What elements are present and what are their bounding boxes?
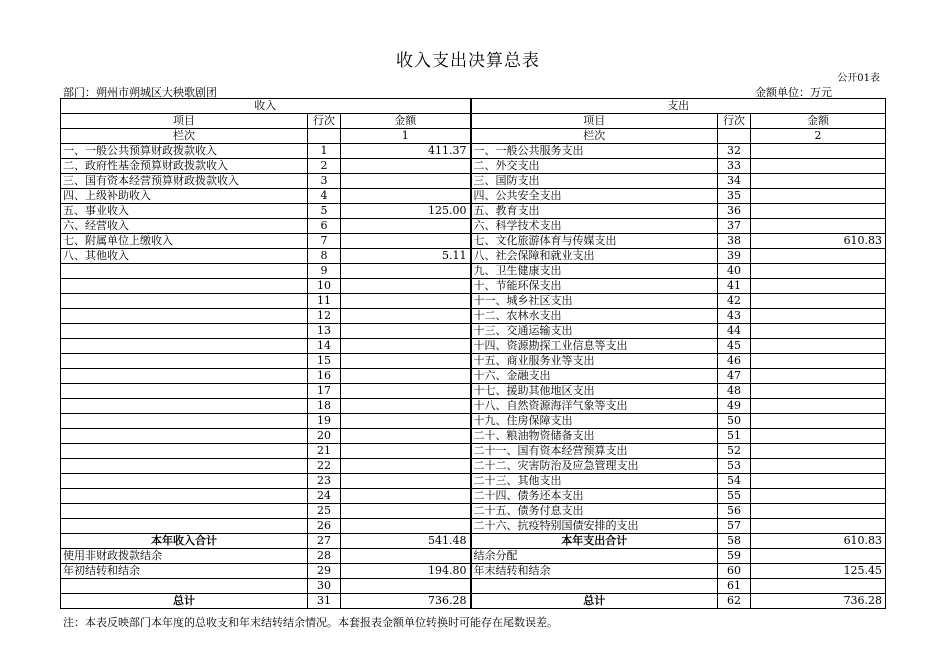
income-item-cell: 六、经营收入 [61,219,308,234]
expense-line-no-cell: 53 [718,459,751,474]
amount-unit-label: 金额单位：万元 [755,86,832,99]
expense-line-no-cell: 52 [718,444,751,459]
expense-item-cell: 十八、自然资源海洋气象等支出 [471,399,718,414]
income-amount-cell [341,324,471,339]
income-line-no-cell: 15 [308,354,341,369]
income-item-cell [61,504,308,519]
table-row [61,519,886,534]
income-amount-cell: 5.11 [341,249,471,264]
expense-item-cell: 五、教育支出 [471,204,718,219]
expense-section-header: 支出 [471,99,886,114]
expense-line-no-cell: 51 [718,429,751,444]
expense-amount-cell [751,189,886,204]
table-row [61,324,886,339]
table-row [61,264,886,279]
expense-line-no-cell: 58 [718,534,751,549]
expense-amount-cell [751,369,886,384]
income-amount-cell [341,579,471,594]
income-amount-cell [341,219,471,234]
expense-item-cell: 一、一般公共服务支出 [471,144,718,159]
table-row [61,429,886,444]
expense-amount-cell [751,549,886,564]
table-row [61,144,886,159]
income-line-no-header: 行次 [308,114,341,129]
income-item-cell [61,309,308,324]
income-line-no-cell: 23 [308,474,341,489]
income-amount-cell [341,159,471,174]
expense-line-no-cell: 40 [718,264,751,279]
expense-amount-cell [751,399,886,414]
income-amount-cell: 411.37 [341,144,471,159]
income-item-cell: 本年收入合计 [61,534,308,549]
expense-amount-cell [751,519,886,534]
expense-item-cell [471,579,718,594]
income-amount-cell [341,174,471,189]
table-row [61,549,886,564]
table-row [61,234,886,249]
income-amount-cell [341,489,471,504]
income-amount-cell [341,189,471,204]
expense-item-cell: 四、公共安全支出 [471,189,718,204]
income-amount-cell: 194.80 [341,564,471,579]
expense-line-no-cell: 38 [718,234,751,249]
income-item-cell [61,519,308,534]
table-row [61,489,886,504]
form-code: 公开01表 [837,73,880,84]
expense-line-no-cell: 56 [718,504,751,519]
income-item-cell: 七、附属单位上缴收入 [61,234,308,249]
table-row [61,279,886,294]
expense-amount-cell [751,354,886,369]
income-line-no-cell: 30 [308,579,341,594]
expense-line-no-cell: 49 [718,399,751,414]
income-line-no-cell: 10 [308,279,341,294]
expense-amount-cell [751,144,886,159]
expense-item-cell: 八、社会保障和就业支出 [471,249,718,264]
expense-line-no-cell: 61 [718,579,751,594]
table-row [61,459,886,474]
income-item-cell: 四、上级补助收入 [61,189,308,204]
expense-item-cell: 十五、商业服务业等支出 [471,354,718,369]
income-item-header: 项目 [61,114,308,129]
income-amount-cell [341,279,471,294]
expense-amount-cell [751,504,886,519]
expense-line-no-header: 行次 [718,114,751,129]
expense-line-no-cell: 32 [718,144,751,159]
table-row [61,504,886,519]
expense-line-no-cell: 50 [718,414,751,429]
income-amount-cell [341,504,471,519]
income-line-no-cell: 25 [308,504,341,519]
table-row [61,384,886,399]
expense-line-no-cell: 36 [718,204,751,219]
expense-line-no-cell: 48 [718,384,751,399]
expense-amount-cell [751,309,886,324]
table-row [61,159,886,174]
table-row [61,354,886,369]
income-amount-cell: 736.28 [341,594,471,609]
expense-column-index: 2 [751,129,886,144]
expense-item-cell: 二十五、债务付息支出 [471,504,718,519]
income-line-no-cell: 29 [308,564,341,579]
income-line-no-cell: 2 [308,159,341,174]
income-line-no-cell: 1 [308,144,341,159]
income-line-no-cell: 27 [308,534,341,549]
table-row [61,534,886,549]
income-amount-cell [341,444,471,459]
expense-line-no-cell: 34 [718,174,751,189]
income-item-cell [61,324,308,339]
expense-item-cell: 二十六、抗疫特别国债安排的支出 [471,519,718,534]
blank-cell [718,129,751,144]
expense-line-no-cell: 37 [718,219,751,234]
expense-line-no-cell: 39 [718,249,751,264]
expense-item-cell: 二十一、国有资本经营预算支出 [471,444,718,459]
income-line-no-cell: 8 [308,249,341,264]
expense-amount-cell [751,174,886,189]
income-line-no-cell: 17 [308,384,341,399]
expense-amount-cell [751,489,886,504]
income-item-cell: 一、一般公共预算财政拨款收入 [61,144,308,159]
report-title: 收入支出决算总表 [396,51,540,71]
income-line-no-cell: 16 [308,369,341,384]
income-expense-table [60,98,886,609]
income-amount-cell [341,429,471,444]
income-amount-cell: 125.00 [341,204,471,219]
table-row [61,294,886,309]
expense-amount-header: 金额 [751,114,886,129]
expense-item-cell: 十一、城乡社区支出 [471,294,718,309]
expense-line-no-cell: 57 [718,519,751,534]
expense-item-cell: 二十三、其他支出 [471,474,718,489]
expense-amount-cell: 610.83 [751,534,886,549]
expense-item-cell: 总计 [471,594,718,609]
income-line-no-cell: 9 [308,264,341,279]
table-row [61,189,886,204]
income-item-cell: 五、事业收入 [61,204,308,219]
income-line-no-cell: 3 [308,174,341,189]
expense-item-cell: 年末结转和结余 [471,564,718,579]
table-row [61,474,886,489]
expense-amount-cell [751,264,886,279]
expense-item-cell: 十六、金融支出 [471,369,718,384]
income-column-no-label: 栏次 [61,129,308,144]
income-amount-cell [341,264,471,279]
expense-amount-cell [751,414,886,429]
income-line-no-cell: 14 [308,339,341,354]
income-item-cell [61,459,308,474]
income-amount-cell [341,414,471,429]
income-item-cell [61,264,308,279]
income-line-no-cell: 11 [308,294,341,309]
income-amount-cell [341,369,471,384]
income-line-no-cell: 5 [308,204,341,219]
expense-amount-cell [751,204,886,219]
expense-line-no-cell: 41 [718,279,751,294]
expense-line-no-cell: 44 [718,324,751,339]
expense-item-cell: 十、节能环保支出 [471,279,718,294]
income-item-cell [61,339,308,354]
income-amount-cell [341,474,471,489]
expense-item-header: 项目 [471,114,718,129]
expense-item-cell: 十七、援助其他地区支出 [471,384,718,399]
income-item-cell [61,474,308,489]
table-row [61,204,886,219]
income-amount-cell [341,399,471,414]
income-amount-cell [341,549,471,564]
income-amount-cell [341,519,471,534]
expense-item-cell: 九、卫生健康支出 [471,264,718,279]
income-amount-cell [341,384,471,399]
expense-item-cell: 结余分配 [471,549,718,564]
expense-item-cell: 二十四、债务还本支出 [471,489,718,504]
expense-amount-cell: 125.45 [751,564,886,579]
expense-line-no-cell: 47 [718,369,751,384]
table-row [61,414,886,429]
expense-amount-cell [751,339,886,354]
expense-item-cell: 三、国防支出 [471,174,718,189]
table-row [61,399,886,414]
expense-item-cell: 十四、资源勘探工业信息等支出 [471,339,718,354]
income-line-no-cell: 7 [308,234,341,249]
expense-amount-cell [751,429,886,444]
income-line-no-cell: 12 [308,309,341,324]
expense-line-no-cell: 59 [718,549,751,564]
expense-line-no-cell: 62 [718,594,751,609]
table-row [61,309,886,324]
expense-item-cell: 本年支出合计 [471,534,718,549]
income-line-no-cell: 19 [308,414,341,429]
income-amount-cell: 541.48 [341,534,471,549]
income-amount-cell [341,294,471,309]
expense-line-no-cell: 54 [718,474,751,489]
expense-line-no-cell: 60 [718,564,751,579]
expense-item-cell: 二十二、灾害防治及应急管理支出 [471,459,718,474]
income-line-no-cell: 24 [308,489,341,504]
income-item-cell: 总计 [61,594,308,609]
income-item-cell [61,579,308,594]
expense-amount-cell [751,159,886,174]
income-section-header: 收入 [61,99,471,114]
expense-amount-cell [751,279,886,294]
table-row [61,339,886,354]
expense-amount-cell [751,219,886,234]
income-item-cell [61,294,308,309]
income-line-no-cell: 21 [308,444,341,459]
income-item-cell: 年初结转和结余 [61,564,308,579]
income-item-cell [61,444,308,459]
income-item-cell [61,279,308,294]
income-item-cell: 三、国有资本经营预算财政拨款收入 [61,174,308,189]
income-item-cell [61,414,308,429]
income-line-no-cell: 31 [308,594,341,609]
footnote: 注：本表反映部门本年度的总收支和年末结转结余情况。本套报表金额单位转换时可能存在尾数误差。 [63,616,558,629]
expense-column-no-label: 栏次 [471,129,718,144]
income-line-no-cell: 6 [308,219,341,234]
income-amount-cell [341,234,471,249]
income-amount-header: 金额 [341,114,471,129]
table-row [61,174,886,189]
income-item-cell [61,399,308,414]
expense-item-cell: 十三、交通运输支出 [471,324,718,339]
expense-amount-cell [751,384,886,399]
income-line-no-cell: 4 [308,189,341,204]
expense-item-cell: 七、文化旅游体育与传媒支出 [471,234,718,249]
blank-cell [308,129,341,144]
table-row [61,444,886,459]
expense-amount-cell [751,579,886,594]
expense-line-no-cell: 55 [718,489,751,504]
income-item-cell: 二、政府性基金预算财政拨款收入 [61,159,308,174]
expense-line-no-cell: 45 [718,339,751,354]
income-item-cell [61,429,308,444]
income-line-no-cell: 20 [308,429,341,444]
income-item-cell [61,354,308,369]
expense-amount-cell [751,444,886,459]
income-line-no-cell: 18 [308,399,341,414]
income-item-cell [61,384,308,399]
table-row [61,594,886,609]
expense-amount-cell: 736.28 [751,594,886,609]
expense-line-no-cell: 35 [718,189,751,204]
expense-amount-cell [751,474,886,489]
income-item-cell [61,489,308,504]
income-item-cell [61,369,308,384]
income-line-no-cell: 13 [308,324,341,339]
income-line-no-cell: 22 [308,459,341,474]
table-row [61,369,886,384]
expense-item-cell: 十九、住房保障支出 [471,414,718,429]
department-label: 部门：朔州市朔城区大秧歌剧团 [63,86,217,99]
expense-line-no-cell: 33 [718,159,751,174]
income-amount-cell [341,309,471,324]
expense-amount-cell: 610.83 [751,234,886,249]
expense-item-cell: 二十、粮油物资储备支出 [471,429,718,444]
expense-amount-cell [751,324,886,339]
expense-line-no-cell: 42 [718,294,751,309]
income-amount-cell [341,459,471,474]
expense-item-cell: 二、外交支出 [471,159,718,174]
income-line-no-cell: 26 [308,519,341,534]
expense-line-no-cell: 46 [718,354,751,369]
income-column-index: 1 [341,129,471,144]
income-line-no-cell: 28 [308,549,341,564]
income-amount-cell [341,354,471,369]
income-item-cell: 八、其他收入 [61,249,308,264]
expense-item-cell: 六、科学技术支出 [471,219,718,234]
table-row [61,579,886,594]
expense-amount-cell [751,249,886,264]
expense-amount-cell [751,294,886,309]
expense-amount-cell [751,459,886,474]
table-row [61,249,886,264]
income-item-cell: 使用非财政拨款结余 [61,549,308,564]
table-row [61,219,886,234]
income-amount-cell [341,339,471,354]
expense-item-cell: 十二、农林水支出 [471,309,718,324]
table-row [61,564,886,579]
expense-line-no-cell: 43 [718,309,751,324]
